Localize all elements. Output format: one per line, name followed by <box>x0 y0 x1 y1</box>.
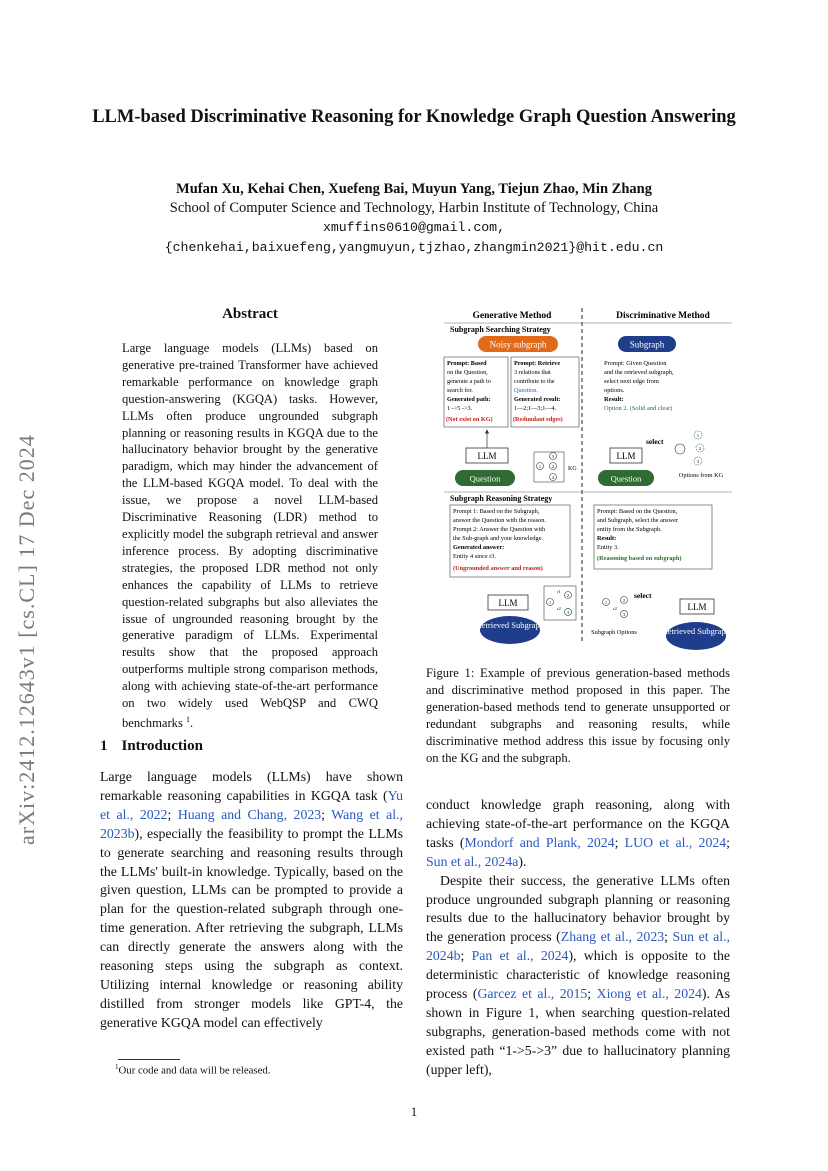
prompt-line: Result: <box>597 535 617 542</box>
retrieved-subgraph-label: Retrieved Subgraph <box>662 626 730 636</box>
citation-link[interactable]: Sun et al., 2024b <box>426 929 730 964</box>
question-label: Question <box>469 473 501 484</box>
arxiv-watermark: arXiv:2412.12643v1 [cs.CL] 17 Dec 2024 <box>14 434 39 845</box>
figure-col-generative: Generative Method <box>472 311 552 321</box>
gen-prompt-left <box>444 357 508 427</box>
prompt-line: Prompt: Based <box>447 360 487 367</box>
prompt-line: on the Question, <box>447 369 488 376</box>
noisy-subgraph-label: Noisy subgraph <box>489 339 547 350</box>
prompt-line-error: (Ungrounded answer and reason) <box>453 565 543 572</box>
prompt-line: Generated result: <box>514 396 561 403</box>
prompt-line: and Subgraph, select the answer <box>597 517 678 524</box>
edge-label: r2 <box>557 606 561 611</box>
prompt-line: options. <box>604 387 625 394</box>
prompt-line-error: (Redundant edges) <box>513 416 563 423</box>
node-number: 2 <box>566 593 570 598</box>
node-number: 2 <box>622 598 626 603</box>
node-number: 1 <box>604 600 608 605</box>
right-column-text <box>426 796 730 1080</box>
reason-disc <box>594 505 712 569</box>
prompt-line: entity from the Subgraph. <box>597 526 662 533</box>
prompt-line: Entity 3. <box>597 544 619 551</box>
intro-text: ), especially the feasibility to prompt the LLMs to generate searching and reasoning results through the LLMs' built-in knowledge. Typically, based on the given question, LLMs can be prompted to provide a plan for the question-related subgraph through one-time generation. After retrieving the subgraph, LLMs can directly generate the answers along with the reasoning steps using the subgraph as context. Utilizing internal knowledge or reasoning ability distilled from stronger models like GPT-4, the generative KGQA model can effectively <box>100 825 403 1030</box>
abstract-text: Large language models (LLMs) based on generative pre-trained Transformer have achieved remarkable performance on knowledge graph question-answering (KGQA) tasks. However, LLMs often produce ungrounded subgraph planning or reasoning results in KGQA due to the hallucinatory behavior brought by the generative paradigm, which may hinder the advancement of the LLM-based KGQA model. To deal with the issue, we propose a novel LLM-based Discriminative Reasoning (LDR) method to explicitly model the subgraph retrieval and answer inference process. By adopting discriminative strategies, the proposed LDR method not only enhances the capability of LLMs to retrieve question-related subgraphs but also alleviates the issue of ungrounded reasoning brought by the generative paradigm of LLMs. Experimental results show that the proposed approach outperforms multiple strong comparison methods, along with achieving state-of-the-art performance on two widely used WebQSP and CWQ benchmarks <box>122 341 378 731</box>
node-number: 3 <box>622 612 626 617</box>
abstract-end: . <box>190 716 194 731</box>
edge-label: r1 <box>557 589 561 594</box>
prompt-line: contribute to the <box>514 378 555 385</box>
node-number: 2 <box>698 446 702 451</box>
footnote-ref[interactable]: 1 <box>186 714 191 724</box>
paragraph-text: ), which is opposite to the deterministic characteristic of knowledge reasoning process ( <box>426 948 730 1002</box>
citation-link[interactable]: Garcez et al., 2015 <box>477 986 588 1002</box>
figure-section-reasoning: Subgraph Reasoning Strategy <box>450 494 553 503</box>
paragraph <box>426 796 730 872</box>
llm-label: LLM <box>498 598 518 608</box>
affiliation: School of Computer Science and Technology, Harbin Institute of Technology, China <box>169 200 659 216</box>
kg-node <box>675 444 685 454</box>
citation-link[interactable]: Sun et al., 2024a <box>426 853 519 869</box>
node-number: 2 <box>551 464 555 469</box>
prompt-line: generate a path to <box>447 378 491 385</box>
paragraph-text: Despite their success, the generative LLMs often produce ungrounded subgraph planning or reasoning results due to the hallucinatory behavior brought by the generation process ( <box>426 872 730 945</box>
paragraph-text: ). As shown in Figure 1, when searching question-related subgraphs, generation-based methods come with not existed path “1->5->3” due to hallucinatory planning (upper left), <box>426 986 730 1077</box>
separator: ; <box>614 834 625 850</box>
subgraph-label: Subgraph <box>629 339 665 350</box>
prompt-line: 3 relations that <box>514 369 551 376</box>
citation-link[interactable]: Mondorf and Plank, 2024 <box>464 834 615 850</box>
prompt-line: and the retrieved subgraph, <box>604 369 674 376</box>
kg-label: KG <box>568 466 577 472</box>
separator: ; <box>726 834 730 850</box>
separator: ; <box>167 806 178 822</box>
disc-prompt <box>604 360 674 412</box>
node-number: 4 <box>551 475 555 480</box>
separator: ; <box>460 948 472 964</box>
question-label: Question <box>610 473 642 484</box>
paragraph-text: conduct knowledge graph reasoning, along with achieving state-of-the-art performance on the KGQA tasks ( <box>426 797 730 850</box>
prompt-line: select next edge from <box>604 378 659 385</box>
subgraph-options-label: Subgraph Options <box>591 629 637 636</box>
caption-text: Example of previous generation-based methods and discriminative method proposed in this paper. The generation-based methods tend to generate unsupported or redundant subgraphs and reasoning results, while discriminative method address this issue by focusing only on the KG and the subgraph. <box>426 666 730 765</box>
email-group: {chenkehai,baixuefeng,yangmuyun,tjzhao,zhangmin2021}@hit.edu.cn <box>164 240 664 255</box>
figure-1-diagram <box>440 306 736 654</box>
citation-link[interactable]: Yu et al., 2022 <box>100 787 403 822</box>
llm-label: LLM <box>687 602 707 612</box>
node-number: 3 <box>696 459 700 464</box>
llm-label: LLM <box>616 451 636 461</box>
prompt-line: Question. <box>514 387 538 394</box>
caption-label: Figure 1: <box>426 666 475 680</box>
prompt-line: Entity 4 since r3. <box>453 553 497 560</box>
prompt-line: the Sub-graph and your knowledge. <box>453 535 544 542</box>
figure-col-discriminative: Discriminative Method <box>616 311 710 321</box>
intro-text: Large language models (LLMs) have shown remarkable reasoning capabilities in KGQA task ( <box>100 769 403 803</box>
llm-label: LLM <box>477 451 497 461</box>
citation-link[interactable]: Xiong et al., 2024 <box>596 986 702 1002</box>
node-number: 3 <box>566 610 570 615</box>
node-number: 1 <box>538 464 542 469</box>
options-label: Options from KG <box>678 472 724 479</box>
prompt-line: answer the Question with the reason. <box>453 517 547 524</box>
footnote-text: Our code and data will be released. <box>118 1064 271 1077</box>
separator: ; <box>587 986 597 1002</box>
select-label: select <box>634 591 652 600</box>
prompt-line: Result: <box>604 396 624 403</box>
node-number: 1 <box>548 600 552 605</box>
node-number: 3 <box>551 454 555 459</box>
separator: ; <box>321 806 332 822</box>
prompt-line: Prompt: Based on the Question, <box>597 508 678 515</box>
prompt-line: Prompt 1: Based on the Subgraph, <box>453 508 540 515</box>
section-heading-introduction <box>100 738 217 755</box>
prompt-line: Prompt 2: Answer the Question with <box>453 526 546 533</box>
gen-prompt-right <box>511 357 579 427</box>
section-title: Introduction <box>121 738 203 754</box>
prompt-line: Prompt: Given Question <box>604 360 667 367</box>
prompt-line: Generated answer: <box>453 544 505 551</box>
prompt-line: 1 ->5 ->3. <box>447 405 473 412</box>
footnote-mark: 1 <box>115 1063 119 1071</box>
prompt-line: Generated path: <box>447 396 491 403</box>
select-label: select <box>646 437 664 446</box>
citation-link[interactable]: LUO et al., 2024 <box>624 834 727 850</box>
page-number: 1 <box>410 1104 418 1119</box>
reason-gen <box>450 505 570 577</box>
email-primary: xmuffins0610@gmail.com, <box>322 220 506 235</box>
author-list: Mufan Xu, Kehai Chen, Xuefeng Bai, Muyun Yang, Tiejun Zhao, Min Zhang <box>176 181 652 197</box>
prompt-line-ok: (Reasoning based on subgraph) <box>597 555 682 562</box>
footnote-divider <box>118 1059 180 1060</box>
figure-caption <box>426 665 730 766</box>
separator: ; <box>664 929 673 945</box>
prompt-line: 1—2;1—3;1—4. <box>514 405 557 412</box>
citation-link[interactable]: Wang et al., 2023b <box>100 806 403 841</box>
prompt-line: search for. <box>447 387 473 394</box>
footnote <box>115 1063 271 1077</box>
paragraph <box>426 872 730 1080</box>
retrieved-subgraph-label: Retrieved Subgraph <box>476 620 544 630</box>
paragraph-text: ). <box>518 853 527 869</box>
node-number: 1 <box>696 433 700 438</box>
abstract-heading: Abstract <box>222 306 278 322</box>
prompt-line: Prompt: Retrieve <box>514 360 561 367</box>
section-number: 1 <box>100 738 108 754</box>
abstract-body <box>122 340 378 732</box>
paper-title: LLM-based Discriminative Reasoning for Knowledge Graph Question Answering <box>92 107 736 127</box>
edge-label: r2 <box>613 606 617 611</box>
intro-paragraph <box>100 768 403 1033</box>
figure-section-searching: Subgraph Searching Strategy <box>450 325 551 334</box>
prompt-line-ok: Option 2. (Solid and clear) <box>604 405 673 412</box>
citation-link[interactable]: Zhang et al., 2023 <box>560 929 665 945</box>
citation-link[interactable]: Pan et al., 2024 <box>471 948 569 964</box>
prompt-line-error: (Not exist on KG) <box>446 416 493 423</box>
citation-link[interactable]: Huang and Chang, 2023 <box>177 806 322 822</box>
